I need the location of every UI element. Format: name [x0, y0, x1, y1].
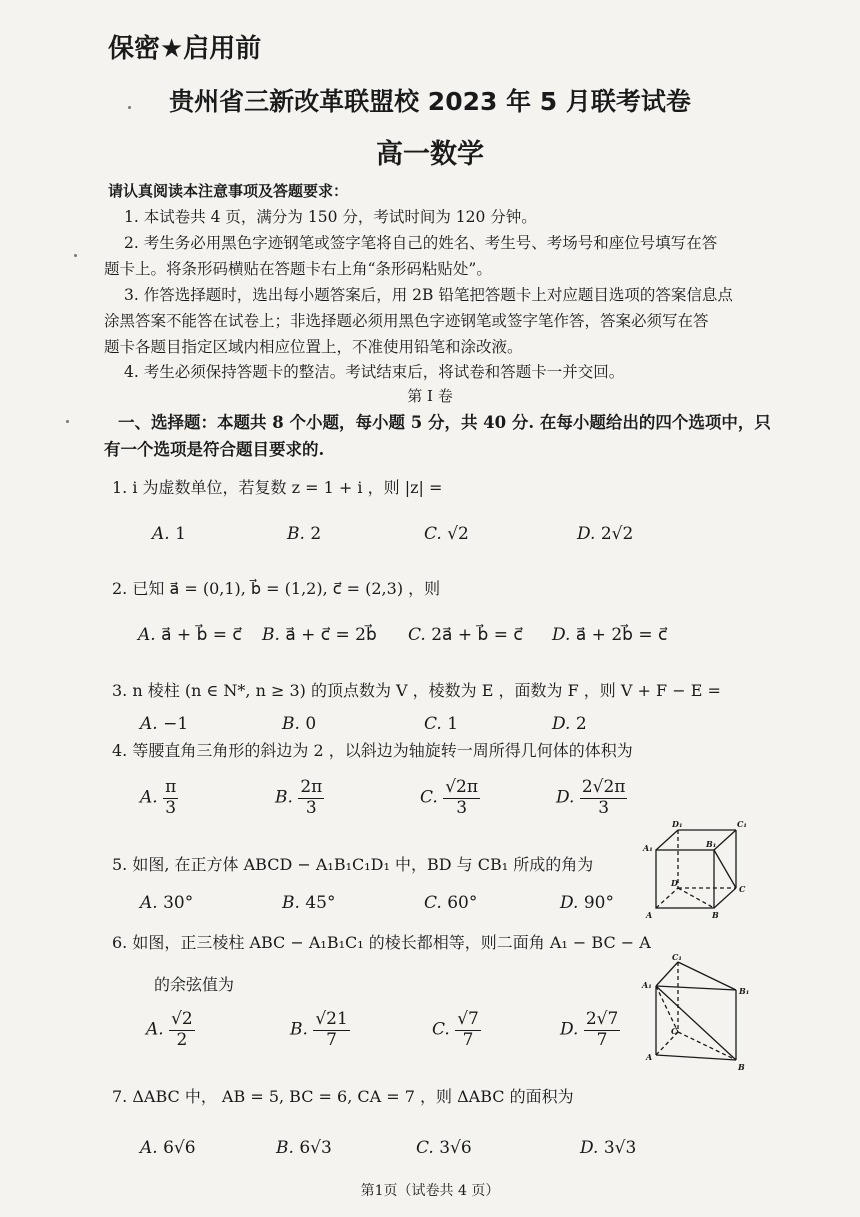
option-7b — [276, 1138, 332, 1158]
option-1c — [424, 524, 469, 544]
option-7a — [140, 1138, 196, 1158]
option-fraction — [313, 1010, 349, 1050]
option-2c — [408, 625, 523, 645]
section-heading: 有一个选项是符合题目要求的. — [104, 440, 325, 459]
prism-label-c: C — [671, 1026, 678, 1036]
notes-heading: 请认真阅读本注意事项及答题要求： — [108, 182, 349, 200]
exam-title: 贵州省三新改革联盟校 2023 年 5 月联考试卷 — [169, 87, 691, 116]
option-2a — [138, 625, 242, 645]
cube-label-c: C — [739, 884, 746, 894]
option-5b — [282, 893, 335, 913]
option-value: a⃗ + 2b⃗ = c⃗ — [575, 625, 668, 645]
fraction-numerator: √2 — [171, 1009, 193, 1029]
cube-label-d: D — [671, 878, 678, 888]
option-value: a⃗ + c⃗ = 2b⃗ — [285, 625, 377, 645]
option-3c — [424, 714, 458, 734]
paper-label: 第 I 卷 — [407, 387, 453, 405]
question-6-stem: 6. 如图，正三棱柱 ABC − A₁B₁C₁ 的棱长都相等，则二面角 A₁ − BC − A — [112, 933, 651, 952]
cube-label-a1: A₁ — [643, 843, 653, 853]
note-line: 题卡各题目指定区域内相应位置上，不准使用铅笔和涂改液。 — [104, 338, 523, 356]
option-letter: C. — [424, 893, 442, 913]
cube-edge — [656, 830, 678, 850]
option-letter: B. — [275, 787, 293, 808]
option-letter: A. — [140, 1138, 158, 1158]
option-4b — [275, 778, 324, 818]
option-letter: D. — [560, 1019, 579, 1040]
option-fraction — [163, 778, 178, 818]
question-2-stem: 2. 已知 a⃗ = (0,1), b⃗ = (1,2), c⃗ = (2,3) ，则 — [112, 579, 441, 598]
prism-hidden-edge — [678, 1032, 736, 1060]
option-letter: C. — [408, 625, 426, 645]
option-3b — [282, 714, 316, 734]
option-letter: A. — [140, 787, 158, 808]
option-value: −1 — [163, 714, 189, 734]
option-letter: B. — [282, 893, 300, 913]
note-line: 4. 考生必须保持答题卡的整洁。考试结束后，将试卷和答题卡一并交回。 — [124, 363, 625, 381]
option-6c — [432, 1010, 481, 1050]
option-value: 1 — [447, 714, 459, 734]
prism-edge — [656, 962, 678, 986]
option-value: 2 — [310, 524, 322, 544]
option-letter: B. — [290, 1019, 308, 1040]
option-7c — [416, 1138, 472, 1158]
option-2d — [552, 625, 667, 645]
fraction-denominator: 7 — [462, 1029, 474, 1050]
fraction-denominator: 3 — [165, 797, 177, 818]
option-letter: D. — [552, 625, 571, 645]
cube-hidden-edge — [656, 888, 678, 908]
question-7-stem: 7. ΔABC 中， AB = 5, BC = 6, CA = 7 ，则 ΔABC 的面积为 — [112, 1087, 574, 1106]
prism-edge — [656, 986, 736, 990]
option-value: 1 — [175, 524, 186, 544]
fraction-numerator: √2π — [445, 777, 479, 797]
option-fraction — [298, 778, 324, 818]
option-fraction — [169, 1010, 195, 1050]
question-3-stem: 3. n 棱柱 (n ∈ N*, n ≥ 3) 的顶点数为 V ，棱数为 E ，面数为 F ，则 V + F − E = — [112, 681, 721, 700]
fraction-numerator: 2π — [300, 777, 323, 797]
fraction-denominator: 7 — [596, 1029, 608, 1050]
question-4-stem: 4. 等腰直角三角形的斜边为 2 ，以斜边为轴旋转一周所得几何体的体积为 — [112, 741, 633, 760]
option-letter: C. — [432, 1019, 450, 1040]
option-5c — [424, 893, 477, 913]
note-line: 2. 考生务必用黑色字迹钢笔或签字笔将自己的姓名、考生号、考场号和座位号填写在答 — [124, 234, 718, 252]
cube-diagonal-cb1 — [714, 850, 736, 888]
option-7d — [580, 1138, 636, 1158]
option-letter: A. — [140, 714, 158, 734]
option-letter: A. — [140, 893, 158, 913]
option-5d — [560, 893, 614, 913]
note-line: 题卡上。将条形码横贴在答题卡右上角“条形码粘贴处”。 — [104, 260, 492, 278]
option-value: 30° — [163, 893, 194, 913]
cube-label-a: A — [646, 910, 653, 920]
option-value: √2 — [447, 524, 469, 544]
cube-edge — [714, 888, 736, 908]
option-4c — [420, 778, 480, 818]
prism-edge — [656, 1055, 736, 1060]
option-value: 3√3 — [603, 1138, 637, 1158]
option-3a — [140, 714, 188, 734]
option-fraction — [443, 778, 480, 818]
confidential-mark: 保密★启用前 — [108, 34, 262, 64]
option-1a — [152, 524, 186, 544]
fraction-denominator: 2 — [176, 1029, 188, 1050]
cube-label-b1: B₁ — [706, 839, 717, 849]
fraction-numerator: 2√2π — [581, 777, 626, 797]
cube-diagonal-bd — [678, 888, 714, 908]
subject-title: 高一数学 — [376, 139, 484, 170]
option-value: 3√6 — [439, 1138, 472, 1158]
option-letter: B. — [276, 1138, 294, 1158]
option-value: 2√2 — [600, 524, 634, 544]
question-1-stem: 1. i 为虚数单位，若复数 z = 1 + i ，则 |z| = — [112, 478, 443, 497]
option-2b — [262, 625, 377, 645]
prism-label-b1: B₁ — [739, 986, 750, 996]
prism-label-a: A — [646, 1052, 653, 1062]
option-6d — [560, 1010, 620, 1050]
option-letter: B. — [262, 625, 280, 645]
prism-label-c1: C₁ — [672, 952, 682, 962]
option-fraction — [584, 1010, 620, 1050]
prism-label-b: B — [738, 1062, 745, 1072]
note-line: 涂黑答案不能答在试卷上；非选择题必须用黑色字迹钢笔或签字笔作答，答案必须写在答 — [104, 312, 709, 330]
option-letter: D. — [560, 893, 579, 913]
option-fraction — [455, 1010, 481, 1050]
cube-label-c1: C₁ — [737, 819, 747, 829]
option-letter: D. — [552, 714, 571, 734]
option-6b — [290, 1010, 350, 1050]
cube-label-d1: D₁ — [672, 819, 683, 829]
prism-line-a1b — [656, 986, 736, 1060]
option-value: 0 — [305, 714, 317, 734]
option-value: a⃗ + b⃗ = c⃗ — [161, 625, 242, 645]
cube-label-b: B — [712, 910, 719, 920]
option-1d — [577, 524, 633, 544]
option-4a — [140, 778, 178, 818]
fraction-denominator: 3 — [456, 797, 468, 818]
fraction-numerator: 2√7 — [585, 1009, 619, 1029]
option-1b — [287, 524, 321, 544]
option-4d — [556, 778, 627, 818]
option-letter: D. — [556, 787, 575, 808]
fraction-numerator: √7 — [457, 1009, 479, 1029]
note-line: 1. 本试卷共 4 页，满分为 150 分，考试时间为 120 分钟。 — [124, 208, 537, 226]
option-value: 2 — [575, 714, 587, 734]
question-5-stem: 5. 如图, 在正方体 ABCD − A₁B₁C₁D₁ 中，BD 与 CB₁ 所成的角为 — [112, 855, 594, 874]
scan-speck — [128, 106, 131, 109]
prism-edge — [678, 962, 736, 990]
option-value: 60° — [447, 893, 478, 913]
option-5a — [140, 893, 193, 913]
fraction-denominator: 3 — [305, 797, 317, 818]
fraction-numerator: √21 — [315, 1009, 348, 1029]
cube-front-face — [656, 850, 714, 908]
option-letter: C. — [416, 1138, 434, 1158]
option-fraction — [580, 778, 628, 818]
fraction-numerator: π — [165, 777, 177, 797]
option-letter: C. — [420, 787, 438, 808]
prism-label-a1: A₁ — [642, 980, 652, 990]
option-value: 6√6 — [163, 1138, 196, 1158]
prism-figure — [640, 950, 760, 1075]
option-value: 2a⃗ + b⃗ = c⃗ — [431, 625, 523, 645]
option-value: 45° — [305, 893, 336, 913]
option-letter: C. — [424, 714, 442, 734]
option-letter: A. — [146, 1019, 164, 1040]
option-letter: D. — [580, 1138, 599, 1158]
option-letter: A. — [138, 625, 156, 645]
cube-edge — [714, 830, 736, 850]
option-value: 90° — [583, 893, 614, 913]
option-value: 6√3 — [299, 1138, 332, 1158]
fraction-denominator: 7 — [326, 1029, 337, 1050]
section-heading: 一、选择题：本题共 8 个小题，每小题 5 分，共 40 分. 在每小题给出的四个选项中，只 — [118, 413, 771, 432]
scan-speck — [74, 254, 77, 257]
page-footer: 第1页（试卷共 4 页） — [360, 1183, 500, 1199]
question-6-stem-cont: 的余弦值为 — [154, 975, 235, 994]
option-letter: B. — [287, 524, 305, 544]
option-6a — [146, 1010, 195, 1050]
note-line: 3. 作答选择题时，选出每小题答案后，用 2B 铅笔把答题卡上对应题目选项的答案信息点 — [124, 286, 733, 304]
cube-figure — [640, 818, 750, 922]
option-3d — [552, 714, 587, 734]
option-letter: B. — [282, 714, 300, 734]
fraction-denominator: 3 — [598, 797, 610, 818]
option-letter: A. — [152, 524, 170, 544]
option-letter: D. — [577, 524, 596, 544]
option-letter: C. — [424, 524, 442, 544]
scan-speck — [66, 420, 69, 423]
